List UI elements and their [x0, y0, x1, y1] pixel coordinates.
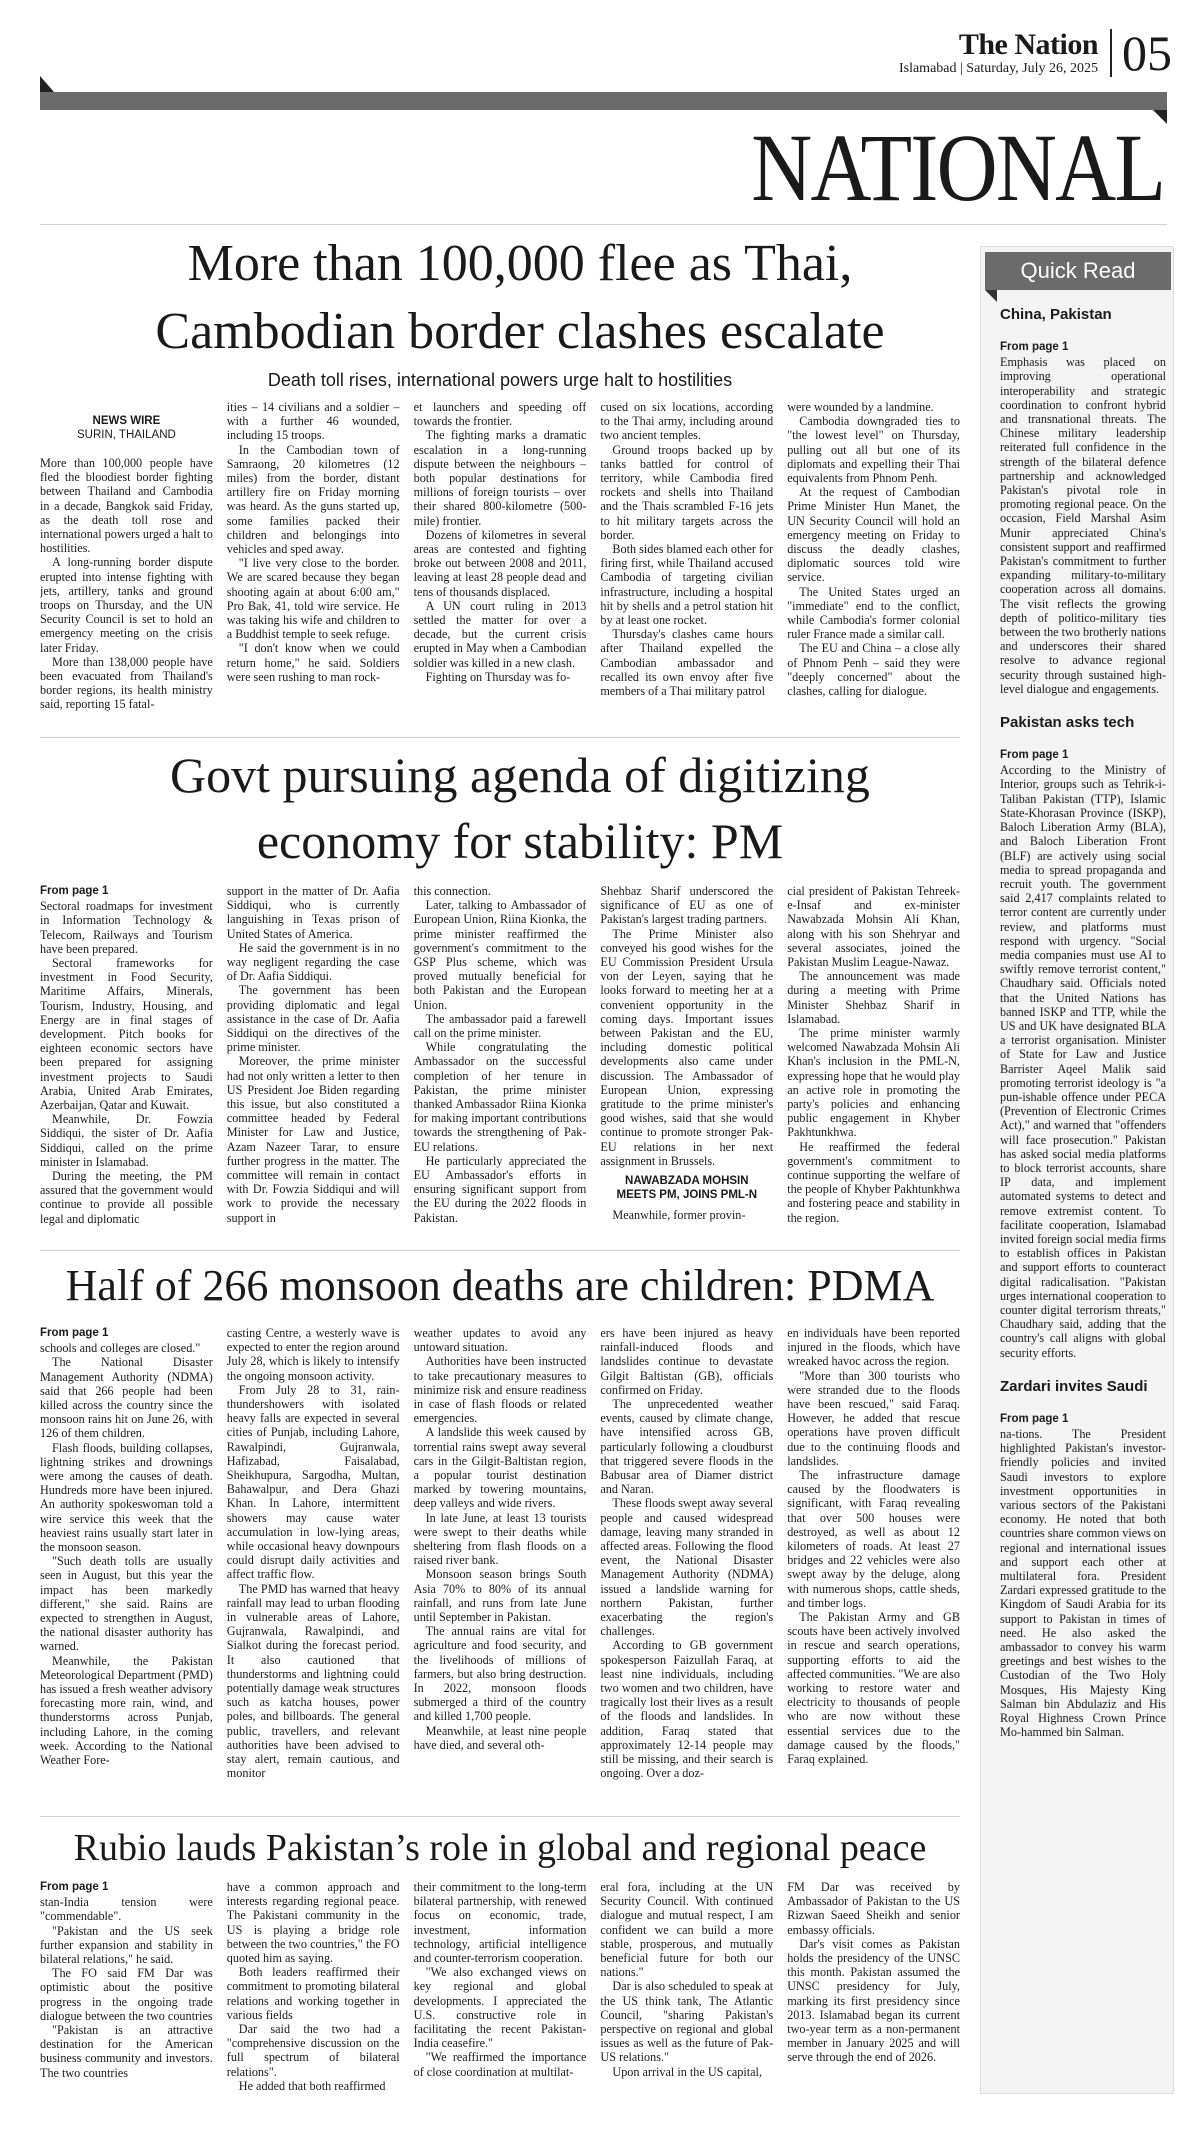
paragraph: their commitment to the long-term bilateral partnership, with renewed focus on economic, trade, investment, information technology, artificial intelligence and counter-terrorism cooperation. — [413, 1880, 587, 1966]
paragraph: A landslide this week caused by torrential rains swept away several cars in the Gilgit-Baltistan region, a popular tourist destination marked by towering mountains, deep valleys and wide rivers. — [413, 1425, 587, 1511]
column-1 — [40, 1880, 213, 2096]
paragraph: The fighting marks a dramatic escalation in a long-running dispute between the neighbours – both popular destinations for millions of foreign tourists – over their shared 800-kilometre (500-mile) frontier. — [413, 428, 587, 528]
dateline: Islamabad | Saturday, July 26, 2025 — [898, 61, 1098, 76]
paragraph: In the Cambodian town of Samraong, 20 kilometres (12 miles) from the border, distant artillery fire on Friday morning was heard. As the guns started up, some families packed their children and belongings into vehicles and sped away. — [226, 442, 400, 557]
masthead-left — [899, 29, 1112, 77]
paragraph: In late June, at least 13 tourists were swept to their deaths while sheltering from flash floods on a raised river bank. — [413, 1510, 587, 1568]
paragraph: A long-running border dispute erupted into intense fighting with jets, artillery, tanks and ground troops on Thursday, and the UN Security Council is set to hold an emergency meeting on the crisis later Friday. — [40, 555, 213, 655]
paragraph: He said the government is in no way negligent regarding the case of Dr. Aafia Siddiqui. — [226, 940, 400, 984]
quick-read-corner — [985, 290, 997, 302]
paragraph: A UN court ruling in 2013 settled the matter for over a decade, but the current crisis erupted in May when a Cambodian soldier was killed in a new clash. — [413, 598, 587, 670]
from-page-label: From page 1 — [1000, 341, 1069, 353]
paragraph: From July 28 to 31, rain-thundershowers with isolated heavy falls are expected in several cities of Punjab, including Lahore, Rawalpindi, Gujranwala, Hafizabad, Faisalabad, Sheikhupura, Sargodha, Multan, Bahawalpur, and Dera Ghazi Khan. In Lahore, intermittent showers may cause water accumulation in low-lying areas, while occasional heavy downpours could disrupt daily activities and affect traffic flow. — [226, 1382, 400, 1582]
paragraph: casting Centre, a westerly wave is expected to enter the region around July 28, which is likely to intensify the ongoing monsoon activity. — [226, 1326, 400, 1383]
paragraph: The National Disaster Management Authority (NDMA) said that 266 people had been killed across the country since the monsoon rains hit on June 26, with 126 of them children. — [40, 1355, 213, 1441]
quick-read-item — [1000, 714, 1166, 1360]
paragraph: More than 100,000 people have fled the bloodiest border fighting between Thailand and Cambodia in a decade, Bangkok said Friday, as the death toll rose and international powers urged a halt to hostilities. — [40, 456, 213, 556]
article-divider — [40, 1816, 960, 1817]
paragraph: The EU and China – a close ally of Phnom Penh – said they were "deeply concerned" about the clashes, calling for dialogue. — [787, 641, 960, 699]
paragraph: Moreover, the prime minister had not only written a letter to then US President Joe Biden regarding this issue, but also constituted a committee headed by Federal Minister for Law and Justice, Azam Nazeer Tarar, to ensure further progress in the matter. The committee will remain in contact with Dr. Fowzia Siddiqui and will work to provide the necessary support in — [226, 1054, 400, 1225]
paragraph: Upon arrival in the US capital, — [612, 2064, 762, 2079]
column-4 — [600, 400, 773, 730]
paragraph: FM Dar was received by Ambassador of Pakistan to the US Rizwan Saeed Sheikh and senior embassy officials. — [787, 1880, 960, 1937]
paragraph: Sectoral roadmaps for investment in Information Technology & Telecom, Railways and Tourism have been prepared. — [40, 899, 213, 956]
byline — [40, 414, 213, 442]
headline: Half of 266 monsoon deaths are children: PDMA — [65, 1261, 935, 1310]
newspaper-name: The Nation — [958, 28, 1098, 61]
paragraph: The Pakistan Army and GB scouts have been actively involved in rescue and search operations, supporting efforts to aid the affected communities. "We are also working to restore water and electricity to thousands of people who are now without these essential services due to the damage caused by the floods," Faraq explained. — [787, 1610, 960, 1767]
column-3 — [414, 1880, 587, 2096]
masthead — [898, 25, 1172, 81]
paragraph: "Pakistan is an attractive destination for the American business community and investors. The two countries — [40, 2023, 213, 2080]
from-page-label: From page 1 — [40, 885, 109, 897]
quick-read-item — [1000, 306, 1166, 696]
column-1 — [40, 400, 213, 730]
paragraph: "Pakistan and the US seek further expansion and stability in bilateral relations," he said. — [40, 1923, 213, 1967]
article-columns — [40, 1326, 960, 1810]
paragraph: Sectoral frameworks for investment in Food Security, Maritime Affairs, Minerals, Tourism, Industry, Housing, and Energy are in final stages of development. Pitch books for eighteen economic sectors have been prepared for assigning investment projects to Saudi Arabia, United Arab Emirates, Azerbaijan, Qatar and Kuwait. — [40, 956, 213, 1113]
paragraph: support in the matter of Dr. Aafia Siddiqui, who is currently languishing in Texas prison of United States of America. — [226, 884, 400, 941]
headline: More than 100,000 flee as Thai, Cambodian border clashes escalate — [155, 235, 885, 360]
column-1 — [40, 1326, 213, 1810]
paragraph: The Prime Minister also conveyed his good wishes for the EU Commission President Ursula von der Leyen, saying that he looks forward to meeting her at a convenient opportunity in the coming days. Important issues between Pakistan and the EU, including domestic political developments also came under discussion. The Ambassador of European Union, expressing gratitude to the prime minister's good wishes, said that she would continue to promote stronger Pak-EU relations in her next assignment in Brussels. — [600, 926, 774, 1168]
paragraph: The United States urged an "immediate" end to the conflict, while Cambodia's former colonial ruler France made a similar call. — [787, 584, 960, 642]
paragraph: Fighting on Thursday was fo- — [425, 669, 571, 684]
paragraph: Meanwhile, at least nine people have died, and several oth- — [413, 1723, 587, 1752]
paragraph: en individuals have been reported injured in the floods, which have wreaked havoc across the region. — [787, 1326, 960, 1369]
paragraph: Later, talking to Ambassador of European Union, Riina Kionka, the prime minister reaffirmed the government's commitment to the GSP Plus scheme, which was proved mutually beneficial for both Pakistan and the European Union. — [413, 898, 587, 1012]
paragraph: "I live very close to the border. We are scared because they began shooting again at about 6:00 am," Pro Bak, 41, told wire service. He was taking his wife and children to a Buddhist temple to seek refuge. — [226, 556, 400, 642]
paragraph: Dar is also scheduled to speak at the US think tank, The Atlantic Council, "sharing Pakistan's perspective on regional and global issues as well as the future of Pak-US relations." — [600, 1979, 774, 2065]
quick-read-title: Zardari invites Saudi — [1000, 1377, 1148, 1395]
paragraph: "We also exchanged views on key regional and global developments. I appreciated the U.S. constructive role in facilitating the recent Pakistan-India ceasefire." — [413, 1965, 587, 2051]
column-5 — [787, 884, 960, 1240]
paragraph: The announcement was made during a meeting with Prime Minister Shehbaz Sharif in Islamabad. — [787, 969, 960, 1026]
paragraph: have a common approach and interests regarding regional peace. The Pakistani community in the US is playing a bridge role between the two countries," the FO quoted him as saying. — [226, 1880, 400, 1966]
subhead-line: MEETS PM, JOINS PML-N — [616, 1189, 758, 1202]
paragraph: According to GB government spokesperson Faizullah Faraq, at least nine individuals, including two women and two children, have tragically lost their lives as a result of the floods and landslides. In addition, Faraq stated that approximately 12-14 people may still be missing, and their search is ongoing. Over a doz- — [600, 1638, 774, 1781]
column-2 — [227, 1880, 400, 2096]
column-5 — [787, 400, 960, 730]
quick-read-body — [1000, 300, 1166, 1757]
column-5 — [787, 1326, 960, 1810]
paragraph: et launchers and speeding off towards the frontier. — [413, 400, 587, 429]
paragraph: ities – 14 civilians and a soldier – with a further 46 wounded, including 15 troops. — [226, 400, 400, 443]
from-page-label: From page 1 — [40, 1881, 109, 1893]
paragraph: Meanwhile, the Pakistan Meteorological Department (PMD) has issued a fresh weather advisory forecasting more rain, wind, and thunderstorms across Punjab, including Lahore, in the coming week. According to the National Weather Fore- — [40, 1653, 213, 1768]
column-4 — [600, 884, 773, 1240]
quick-read-title: Pakistan asks tech — [1000, 714, 1135, 732]
paragraph: Meanwhile, former provin- — [612, 1208, 746, 1223]
quick-read-text: According to the Ministry of Interior, groups such as Tehrik-i-Taliban Pakistan (TTP), Islamic State-Khorasan Province (ISKP), Baloch Liberation Army (BLA), and Baloch Liberation Front (BLF) are actively using social media to spread propaganda and recruit youth. The government said 2,417 complaints related to terror content are currently under review, and platforms must respond with urgency. "Social media companies must use AI to swiftly remove terrorist content," Chaudhary said. Officials noted that the United Nations has banned ISKP and TTP, while the US and UK have designated BLA a terrorist organisation. Minister of State for Law and Justice Barrister Aqeel Malik said promoting terrorist ideology is "a pun-ishable offence under PECA (Prevention of Electronic Crimes Act)," and warned that "offenders will face prosecution." Pakistan has asked social media platforms to block terrorist accounts, share IP data, and implement automated systems to detect and remove extremist content. To facilitate cooperation, Islamabad invited foreign social media firms to establish offices in Pakistan and support efforts to counteract digital radicalisation. "Pakistan urges international cooperation to counter digital terrorism threats," Chaudhary said, adding that the country's call aligns with global security efforts. — [1000, 763, 1166, 1360]
paragraph: Dar's visit comes as Pakistan holds the presidency of the UNSC this month. Pakistan assumed the UNSC presidency for July, marking its first presidency since 2013. Islamabad began its current two-year term as a non-permanent member in January 2025 and will serve through the end of 2026. — [787, 1936, 960, 2065]
paragraph: Authorities have been instructed to take precautionary measures to minimize risk and ensure readiness in case of flash floods or related emergencies. — [413, 1354, 587, 1426]
section-title: NATIONAL — [751, 114, 1164, 221]
subheadline: Death toll rises, international powers urge halt to hostilities — [267, 370, 733, 390]
agency: NEWS WIRE — [92, 415, 161, 427]
column-3 — [414, 884, 587, 1240]
article-columns — [40, 400, 960, 730]
paragraph: "More than 300 tourists who were stranded due to the floods have been rescued," said Faraq. However, he added that rescue operations have proven difficult due to the continuing floods and landslides. — [787, 1368, 960, 1468]
paragraph: "Such death tolls are usually seen in August, but this year the impact has been markedly different," she said. Rains are expected to strengthen in August, the national disaster authority has warned. — [40, 1554, 213, 1654]
paragraph: Both leaders reaffirmed their commitment to promoting bilateral relations and working together in various fields — [226, 1965, 400, 2022]
paragraph: eral fora, including at the UN Security Council. With continued dialogue and mutual respect, I am confident we can build a more stable, prosperous, and mutually beneficial future for both our nations." — [600, 1880, 774, 1980]
paragraph: Dozens of kilometres in several areas are contested and fighting broke out between 2008 and 2011, leaving at least 28 people dead and tens of thousands displaced. — [413, 527, 587, 599]
paragraph: cused on six locations, according to the Thai army, including around two ancient temples. — [600, 400, 774, 443]
paragraph: cial president of Pakistan Tehreek-e-Insaf and ex-minister Nawabzada Mohsin Ali Khan, along with his son Shehryar and several associates, joined the Pakistan Muslim League-Nawaz. — [787, 884, 960, 970]
paragraph: were wounded by a landmine. — [787, 400, 934, 414]
article-divider — [40, 1250, 960, 1251]
headline: Govt pursuing agenda of digitizing economy for stability: PM — [170, 747, 870, 869]
from-page-label: From page 1 — [1000, 1412, 1069, 1425]
from-page-label: From page 1 — [1000, 749, 1069, 762]
page-number: 05 — [1122, 25, 1172, 81]
paragraph: schools and colleges are closed." — [40, 1341, 201, 1356]
paragraph: this connection. — [413, 884, 491, 898]
column-2 — [227, 1326, 400, 1810]
paragraph: He reaffirmed the federal government's commitment to continue supporting the welfare of the people of Khyber Pakhtunkhwa and fostering peace and stability in the region. — [787, 1139, 960, 1225]
article-columns — [40, 1880, 960, 2096]
column-2 — [227, 400, 400, 730]
paragraph: He particularly appreciated the EU Ambassador's efforts in ensuring significant support from the EU during the 2022 floods in Pakistan. — [413, 1153, 587, 1225]
section-divider — [40, 224, 1167, 225]
quick-read-title: China, Pakistan — [1000, 306, 1112, 323]
paragraph: The prime minister warmly welcomed Nawabzada Mohsin Ali Khan's inclusion in the PML-N, expressing hope that he would play an active role in promoting the party's policies and enhancing public engagement in Khyber Pakhtunkhwa. — [787, 1026, 960, 1140]
paragraph: The annual rains are vital for agriculture and food security, and the livelihoods of millions of farmers, but also bring destruction. In 2022, monsoon floods submerged a third of the country and killed 1,700 people. — [413, 1624, 587, 1724]
paragraph: The unprecedented weather events, caused by climate change, have intensified across GB, particularly following a cloudburst that triggered severe floods in the Babusar area of Diamer district and Naran. — [600, 1397, 774, 1497]
headline: Rubio lauds Pakistan’s role in global and regional peace — [73, 1827, 927, 1869]
from-page-label: From page 1 — [40, 1327, 109, 1339]
column-3 — [414, 400, 587, 730]
paragraph: The government has been providing diplomatic and legal assistance in the case of Dr. Aafia Siddiqui on the directives of the prime minister. — [226, 983, 400, 1055]
paragraph: More than 138,000 people have been evacuated from Thailand's border regions, its health ministry said, reporting 15 fatal- — [40, 654, 213, 712]
paragraph: Shehbaz Sharif underscored the significance of EU as one of Pakistan's largest trading partners. — [600, 884, 774, 927]
paragraph: Flash floods, building collapses, lightning strikes and drownings were among the causes of death. Hundreds more have been injured. An authority spokeswoman told a wire service this week that the heaviest rains usually start later in the monsoon season. — [40, 1440, 213, 1555]
column-4 — [600, 1326, 773, 1810]
article-divider — [40, 737, 960, 738]
quick-read-item — [1000, 1378, 1166, 1740]
paragraph: Meanwhile, Dr. Fowzia Siddiqui, the sister of Dr. Aafia Siddiqui, called on the prime minister in Islamabad. — [40, 1112, 213, 1169]
paragraph: During the meeting, the PM assured that the government would continue to provide all possible legal and diplomatic — [40, 1169, 213, 1226]
paragraph: The infrastructure damage caused by the floodwaters is significant, with Faraq revealing that over 500 houses were destroyed, as well as about 12 kilometers of roads. At least 27 bridges and 22 vehicles were also swept away by the deluge, along with numerous shops, cattle sheds, and timber logs. — [787, 1468, 960, 1610]
paragraph: weather updates to avoid any untoward situation. — [413, 1326, 587, 1355]
column-1 — [40, 884, 213, 1240]
paragraph: Cambodia downgraded ties to "the lowest level" on Thursday, pulling out all but one of its diplomats and expelling their Thai equivalents from Phnom Penh. — [787, 414, 960, 486]
quick-read-label: Quick Read — [985, 252, 1171, 290]
column-5 — [787, 1880, 960, 2096]
column-2 — [227, 884, 400, 1240]
column-3 — [414, 1326, 587, 1810]
subhead-line: NAWABZADA MOHSIN — [625, 1175, 749, 1188]
paragraph: At the request of Cambodian Prime Minister Hun Manet, the UN Security Council will hold an emergency meeting on Friday to discuss the deadly clashes, diplomatic sources told wire service. — [787, 485, 960, 585]
paragraph: The FO said FM Dar was optimistic about the positive progress in the ongoing trade dialogue between the two countries — [40, 1966, 213, 2023]
paragraph: ers have been injured as heavy rainfall-induced floods and landslides continue to devastate Gilgit Baltistan (GB), officials confirmed on Friday. — [600, 1326, 774, 1397]
paragraph: He added that both reaffirmed — [238, 2078, 386, 2093]
paragraph: Monsoon season brings South Asia 70% to 80% of its annual rainfall, and runs from late June until September in Pakistan. — [413, 1567, 587, 1625]
article-columns — [40, 884, 960, 1240]
corner-triangle-left — [40, 76, 54, 92]
paragraph: "I don't know when we could return home," he said. Soldiers were seen rushing to man rock- — [226, 641, 400, 684]
paragraph: The ambassador paid a farewell call on the prime minister. — [413, 1011, 587, 1041]
quick-read-text: na-tions. The President highlighted Pakistan's investor-friendly policies and invited Saudi investors to explore investment opportunities in various sectors of the Pakistani economy. He noted that both countries share common views on regional and international issues and support each other at multilateral fora. President Zardari expressed gratitude to the Kingdom of Saudi Arabia for its support to Pakistan in times of need. He also asked the ambassador to convey his warm greetings and best wishes to the Custodian of the Two Holy Mosques, His Majesty King Salman bin Abdulaziz and His Royal Highness Crown Prince Mo-hammed bin Salman. — [1000, 1427, 1166, 1740]
location: SURIN, THAILAND — [76, 429, 176, 441]
paragraph: These floods swept away several people and caused widespread damage, leaving many stranded in affected areas. Following the flood event, the National Disaster Management Authority (NDMA) issued a landslide warning for northern Pakistan, further exacerbating the region's challenges. — [600, 1496, 774, 1639]
paragraph: Dar said the two had a "comprehensive discussion on the full spectrum of bilateral relations". — [226, 2022, 400, 2079]
header-rule — [40, 92, 1167, 110]
quick-read-text: Emphasis was placed on improving operational interoperability and strategic coordination to confront hybrid and transnational threats. The Chinese military leadership reiterated full confidence in the strength of the bilateral defence partnership and acknowledged Pakistan's pivotal role in promoting regional peace. On the occasion, Field Marshal Asim Munir appreciated China's consistent support and reaffirmed Pakistan's commitment to further expanding military-to-military cooperation across all domains. The visit reflects the growing depth of politico-military ties between the two brotherly nations and underscores their shared resolve to advance regional security through sustained high-level dialogue and engagements. — [1000, 355, 1166, 696]
paragraph: Both sides blamed each other for firing first, while Thailand accused Cambodia of targeting civilian infrastructure, including a hospital hit by shells and a petrol station hit by at least one rocket. — [600, 542, 774, 628]
paragraph: The PMD has warned that heavy rainfall may lead to urban flooding in vulnerable areas of Lahore, Gujranwala, Rawalpindi, and Sialkot during the forecast period. It also cautioned that thunderstorms and lightning could potentially damage weak structures such as katcha houses, power poles, and billboards. The general public, travellers, and relevant authorities have been advised to stay alert, remain cautious, and monitor — [226, 1581, 400, 1781]
paragraph: "We reaffirmed the importance of close coordination at multilat- — [413, 2050, 587, 2079]
paragraph: Ground troops backed up by tanks battled for control of territory, while Cambodia fired rockets and shells into Thailand and the Thais scrambled F-16 jets to hit military targets across the border. — [600, 442, 774, 542]
inline-subhead — [600, 1174, 773, 1202]
paragraph: While congratulating the Ambassador on the successful completion of her tenure in Pakistan, the prime minister thanked Ambassador Riina Kionka for making important contributions towards the strengthening of Pak-EU relations. — [413, 1040, 587, 1154]
paragraph: stan-India tension were "commendable". — [40, 1895, 213, 1924]
column-4 — [600, 1880, 773, 2096]
paragraph: Thursday's clashes came hours after Thailand expelled the Cambodian ambassador and recalled its own envoy after five members of a Thai military patrol — [600, 627, 774, 699]
